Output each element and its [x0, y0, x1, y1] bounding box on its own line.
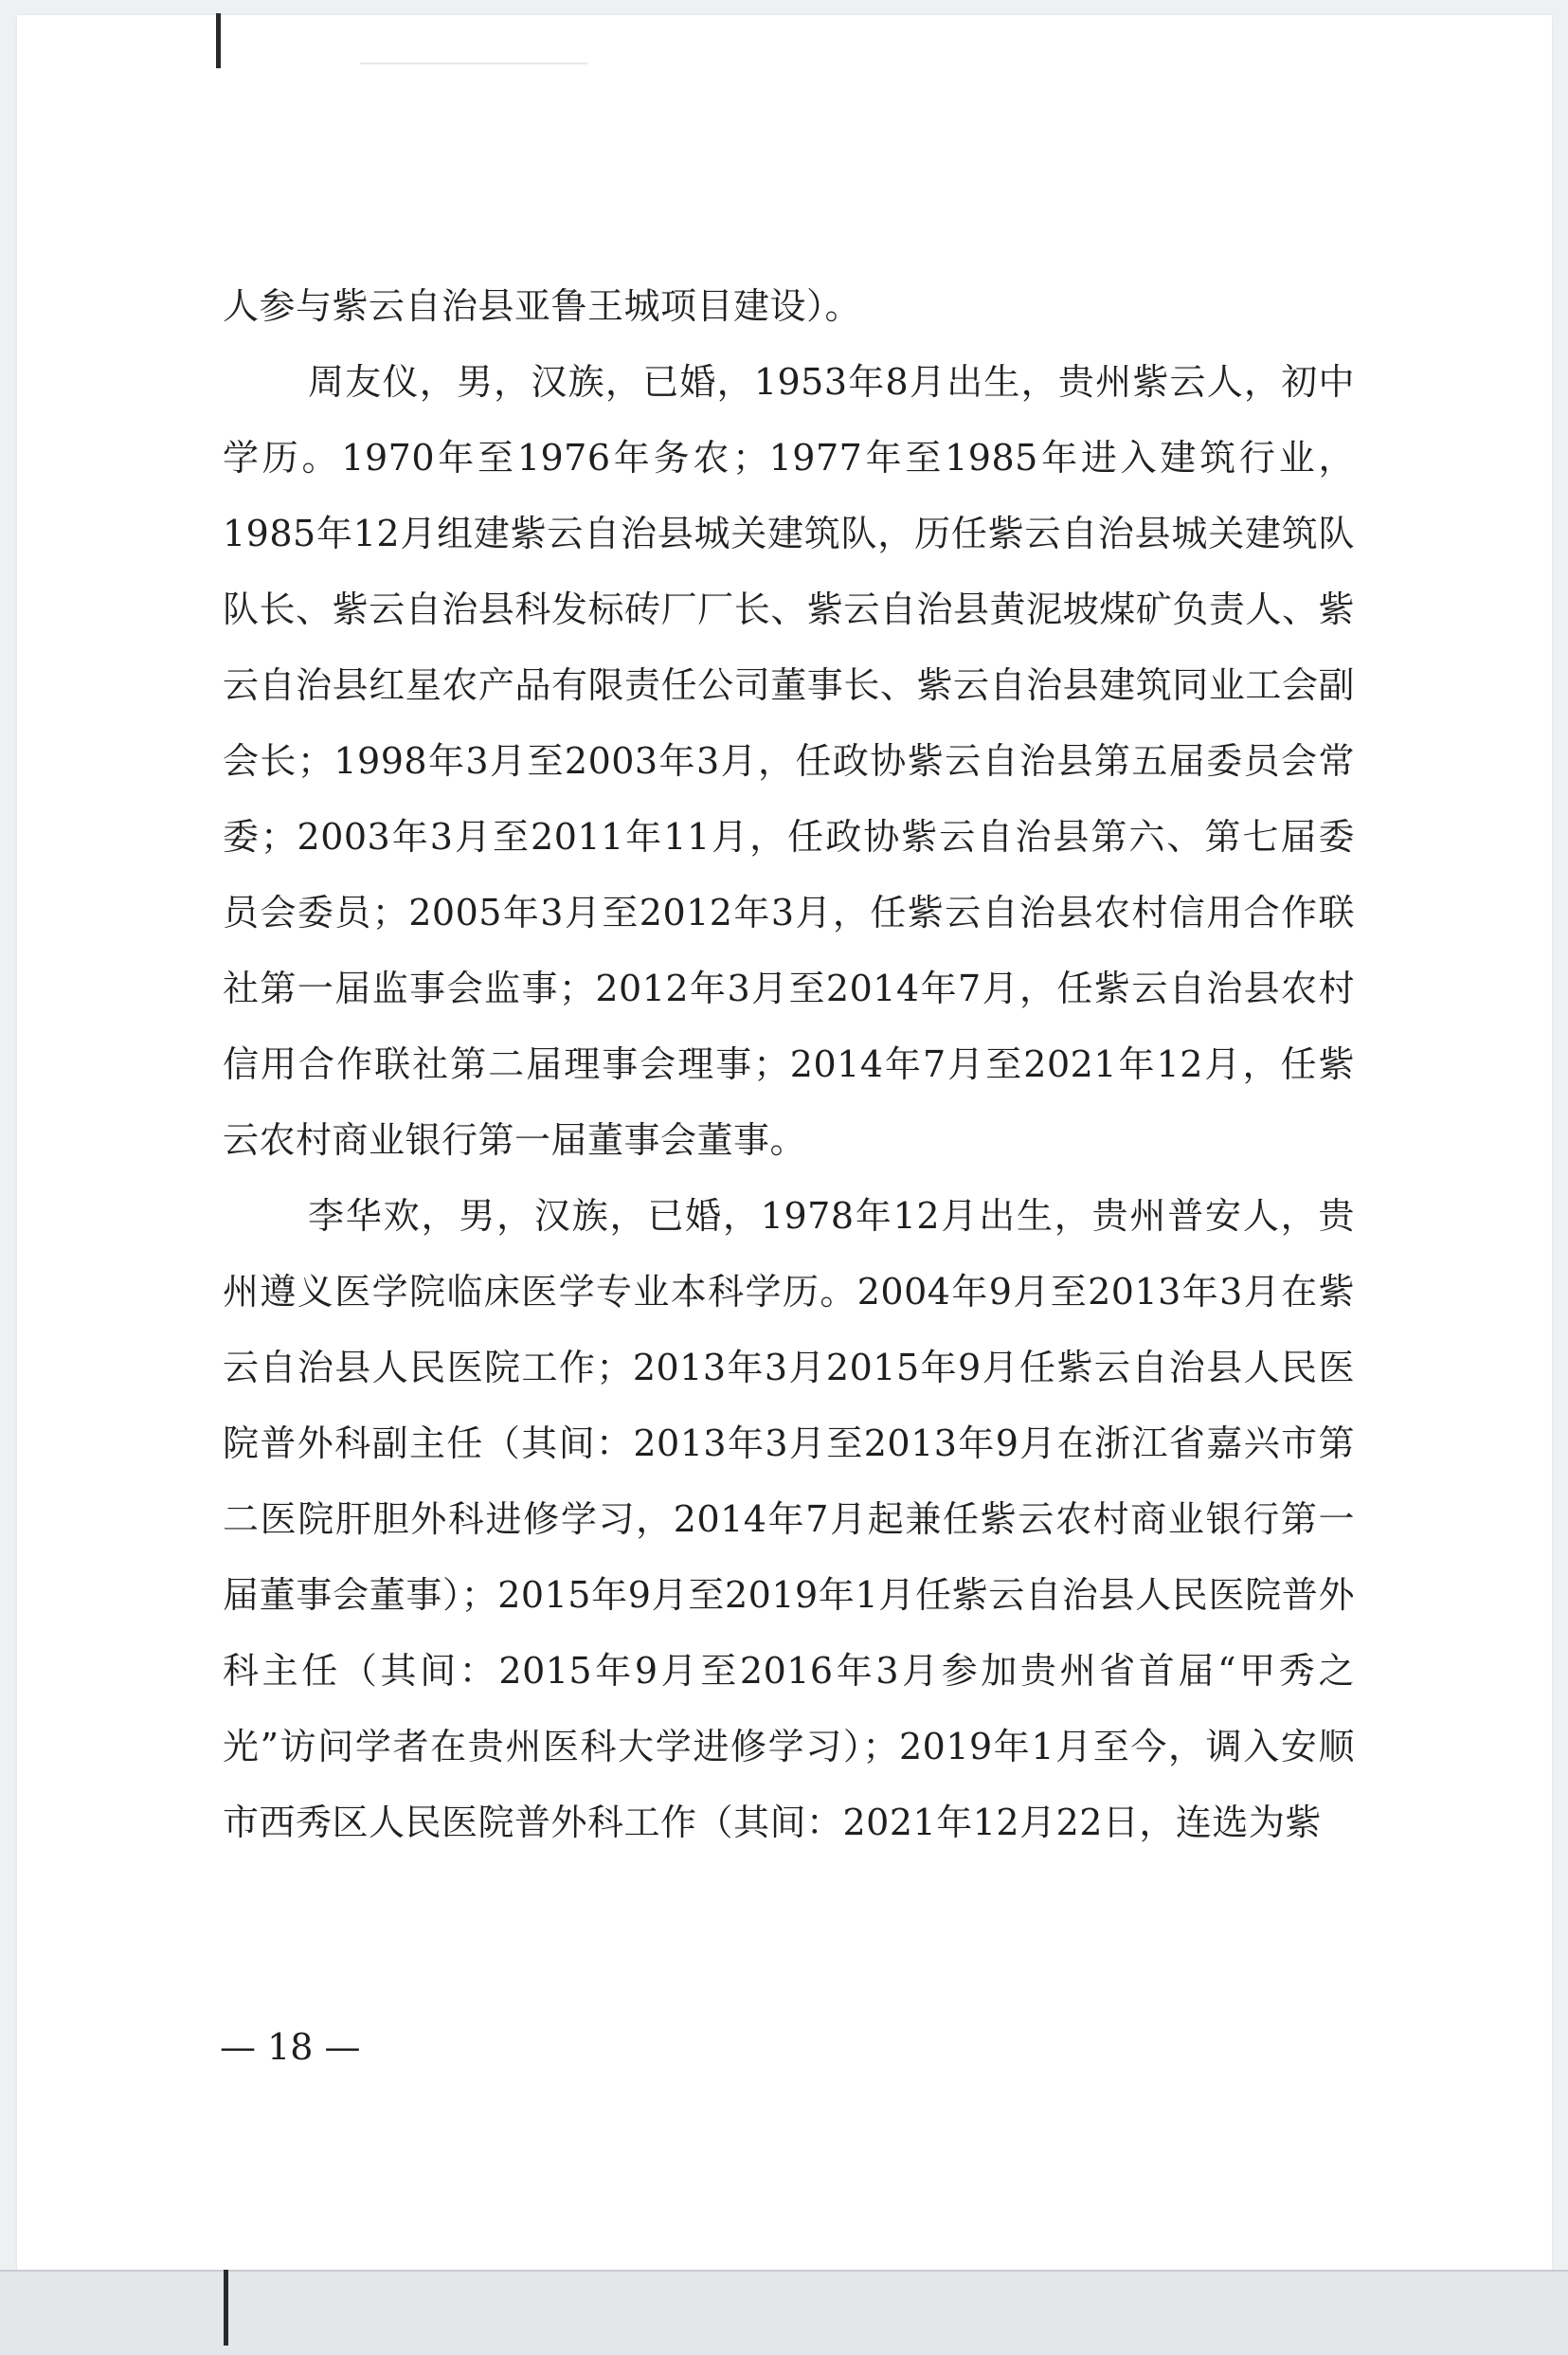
document-body [223, 268, 1355, 1860]
paragraph-li-huahuan: 李华欢，男，汉族，已婚，1978年12月出生，贵州普安人，贵州遵义医学院临床医学专业本科学历。2004年9月至2013年3月在紫云自治县人民医院工作；2013年3月2015年9月任紫云自治县人民医院普外科副主任（其间：2013年3月至2013年9月在浙江省嘉兴市第二医院肝胆外科进修学习，2014年7月起兼任紫云农村商业银行第一届董事会董事）；2015年9月至2019年1月任紫云自治县人民医院普外科主任（其间：2015年9月至2016年3月参加贵州省首届“甲秀之光”访问学者在贵州医科大学进修学习）；2019年1月至今，调入安顺市西秀区人民医院普外科工作（其间：2021年12月22日，连选为紫 [223, 1195, 1355, 1843]
binding-mark-bottom [224, 2270, 228, 2346]
scanner-bottom-edge [0, 2270, 1568, 2355]
page-number: — 18 — [220, 2026, 361, 2068]
binding-mark-top [216, 13, 221, 68]
paragraph-zhou-youyi: 周友仪，男，汉族，已婚，1953年8月出生，贵州紫云人，初中学历。1970年至1976年务农；1977年至1985年进入建筑行业，1985年12月组建紫云自治县城关建筑队，历任紫云自治县城关建筑队队长、紫云自治县科发标砖厂厂长、紫云自治县黄泥坡煤矿负责人、紫云自治县红星农产品有限责任公司董事长、紫云自治县建筑同业工会副会长；1998年3月至2003年3月，任政协紫云自治县第五届委员会常委；2003年3月至2011年11月，任政协紫云自治县第六、第七届委员会委员；2005年3月至2012年3月，任紫云自治县农村信用合作联社第一届监事会监事；2012年3月至2014年7月，任紫云自治县农村信用合作联社第二届理事会理事；2014年7月至2021年12月，任紫云农村商业银行第一届董事会董事。 [223, 361, 1355, 1161]
paragraph-continuation: 人参与紫云自治县亚鲁王城项目建设）。 [223, 285, 862, 327]
scan-artifact-line [360, 63, 587, 64]
